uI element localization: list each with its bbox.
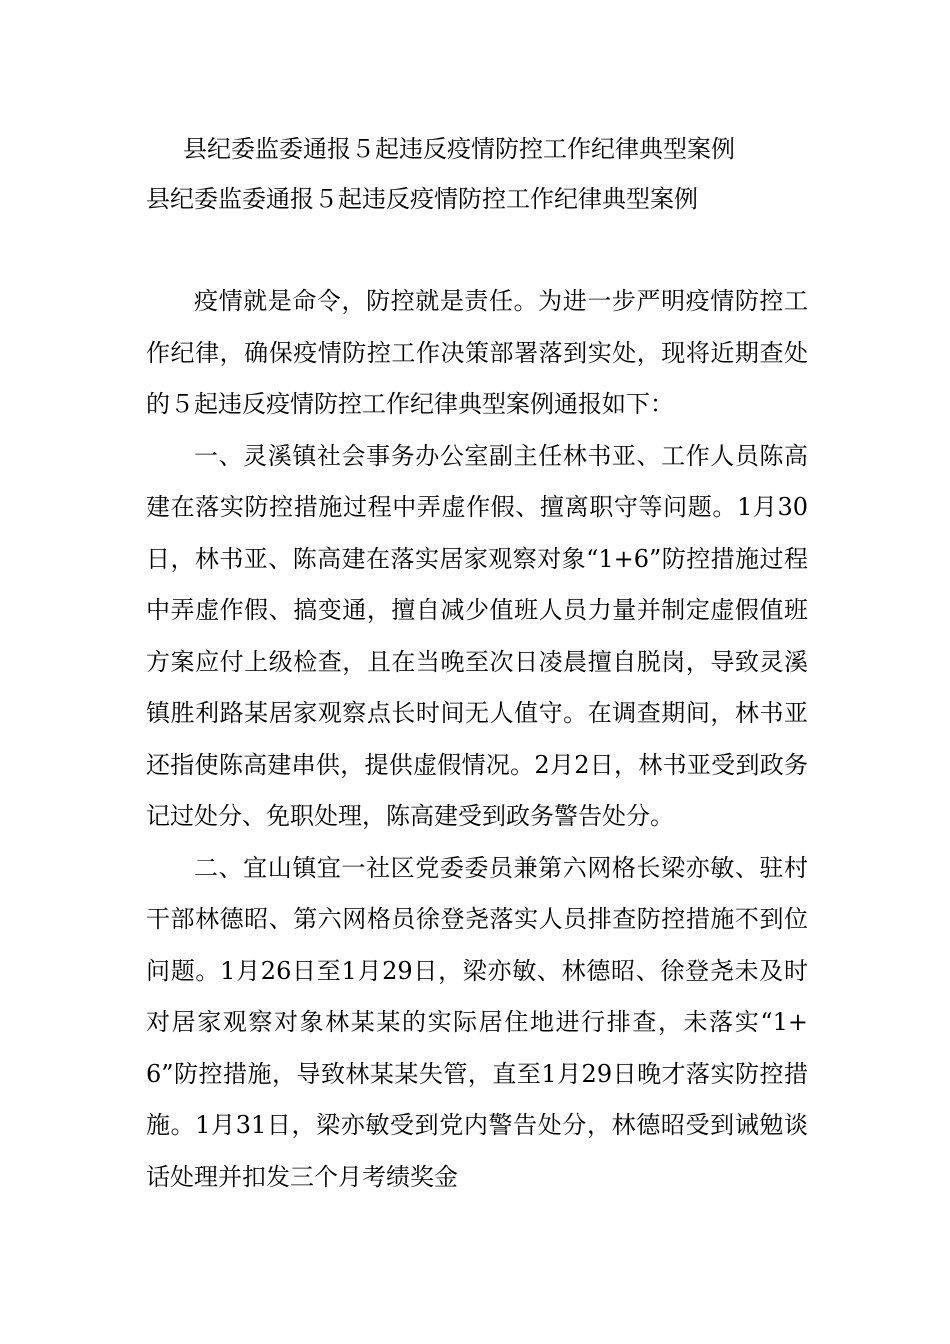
paragraph-intro: 疫情就是命令，防控就是责任。为进一步严明疫情防控工作纪律，确保疫情防控工作决策部署落到实处，现将近期查处的５起违反疫情防控工作纪律典型案例通报如下： [146, 287, 808, 418]
paragraph-case-2: 二、宜山镇宜一社区党委委员兼第六网格长梁亦敏、驻村干部林德昭、第六网格员徐登尧落实人员排查防控措施不到位问题。1月26日至1月29日，梁亦敏、林德昭、徐登尧未及时对居家观察对象林某某的实际居住地进行排查，未落实“1+6”防控措施，导致林某某失管，直至1月29日晚才落实防控措施。1月31日，梁亦敏受到党内警告处分，林德昭受到诫勉谈话处理并扣发三个月考绩奖金 [146, 853, 808, 1191]
paragraph-case-1: 一、灵溪镇社会事务办公室副主任林书亚、工作人员陈高建在落实防控措施过程中弄虚作假、擅离职守等问题。1月30日，林书亚、陈高建在落实居家观察对象“1+6”防控措施过程中弄虚作假、搞变通，擅自减少值班人员力量并制定虚假值班方案应付上级检查，且在当晚至次日凌晨擅自脱岗，导致灵溪镇胜利路某居家观察点长时间无人值守。在调查期间，林书亚还指使陈高建串供，提供虚假情况。2月2日，林书亚受到政务记过处分、免职处理，陈高建受到政务警告处分。 [146, 441, 808, 830]
document-title-line-1: 县纪委监委通报５起违反疫情防控工作纪律典型案例 [183, 135, 735, 163]
document-title-line-2: 县纪委监委通报５起违反疫情防控工作纪律典型案例 [146, 185, 698, 213]
document-body [146, 276, 808, 1203]
